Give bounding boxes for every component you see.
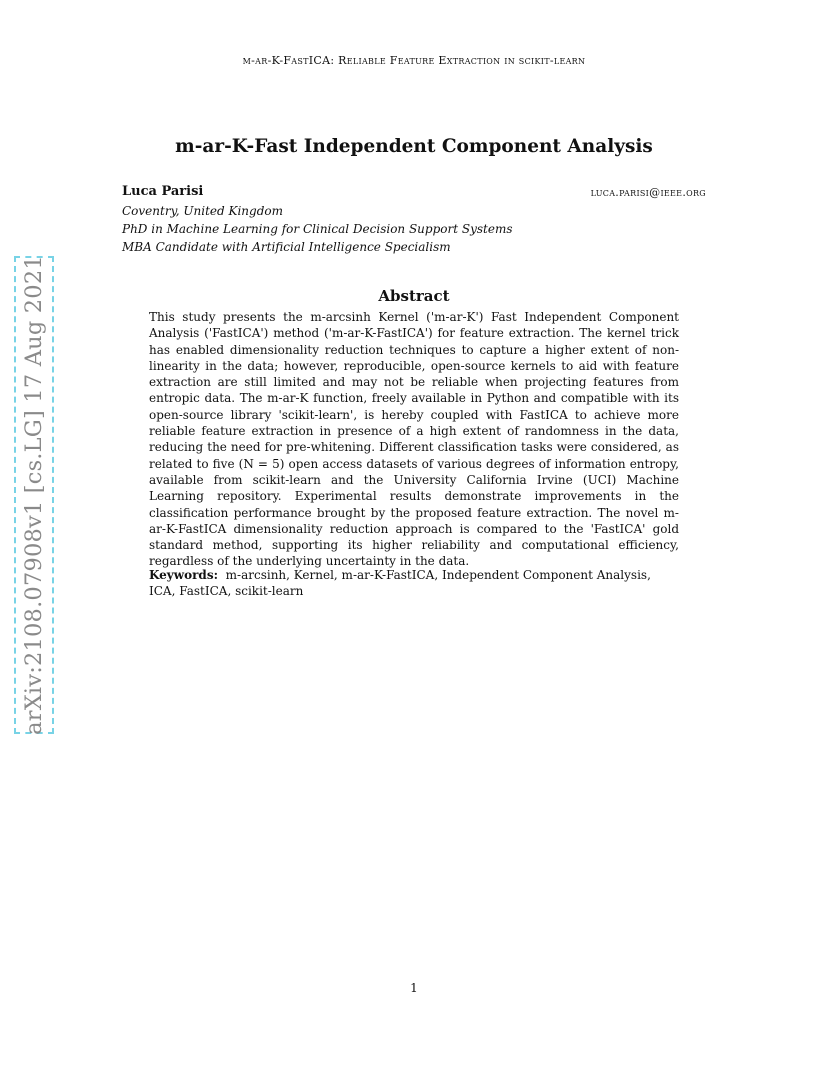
arxiv-stamp	[14, 256, 54, 734]
running-header: m-ar-K-FastICA: Reliable Feature Extraction in scikit-learn	[242, 54, 586, 67]
arxiv-identifier: arXiv:2108.07908v1 [cs.LG] 17 Aug 2021	[21, 255, 47, 735]
keywords-label: Keywords:	[149, 568, 219, 582]
author-name: Luca Parisi	[122, 184, 204, 199]
abstract-heading: Abstract	[378, 287, 450, 305]
keywords-list: m-arcsinh, Kernel, m-ar-K-FastICA, Independent Component Analysis, ICA, FastICA, scikit-learn	[149, 568, 651, 599]
author-email: luca.parisi@ieee.org	[590, 186, 706, 199]
affiliation-degree: PhD in Machine Learning for Clinical Decision Support Systems	[122, 222, 513, 236]
abstract-body: This study presents the m-arcsinh Kernel ('m-ar-K') Fast Independent Component Analysis ('FastICA') method ('m-ar-K-FastICA') for feature extraction. The kernel trick has enabled dimensionality reduction techniques to capture a higher extent of non-linearity in the data; however, reproducible, open-source kernels to aid with feature extraction are still limited and may not be reliable when projecting features from entropic data. The m-ar-K function, freely available in Python and compatible with its open-source library 'scikit-learn', is hereby coupled with FastICA to achieve more reliable feature extraction in presence of a high extent of randomness in the data, reducing the need for pre-whitening. Different classification tasks were considered, as related to five (N = 5) open access datasets of various degrees of information entropy, available from scikit-learn and the University California Irvine (UCI) Machine Learning repository. Experimental results demonstrate improvements in the classification performance brought by the proposed feature extraction. The novel m-ar-K-FastICA dimensionality reduction approach is compared to the 'FastICA' gold standard method, supporting its higher reliability and computational efficiency, regardless of the underlying uncertainty in the data.	[149, 310, 679, 569]
affiliation-mba: MBA Candidate with Artificial Intelligence Specialism	[122, 240, 451, 254]
paper-title: m-ar-K-Fast Independent Component Analysis	[175, 136, 653, 157]
page-number: 1	[410, 981, 418, 995]
affiliation-location: Coventry, United Kingdom	[122, 204, 283, 218]
keywords-section	[149, 567, 679, 600]
